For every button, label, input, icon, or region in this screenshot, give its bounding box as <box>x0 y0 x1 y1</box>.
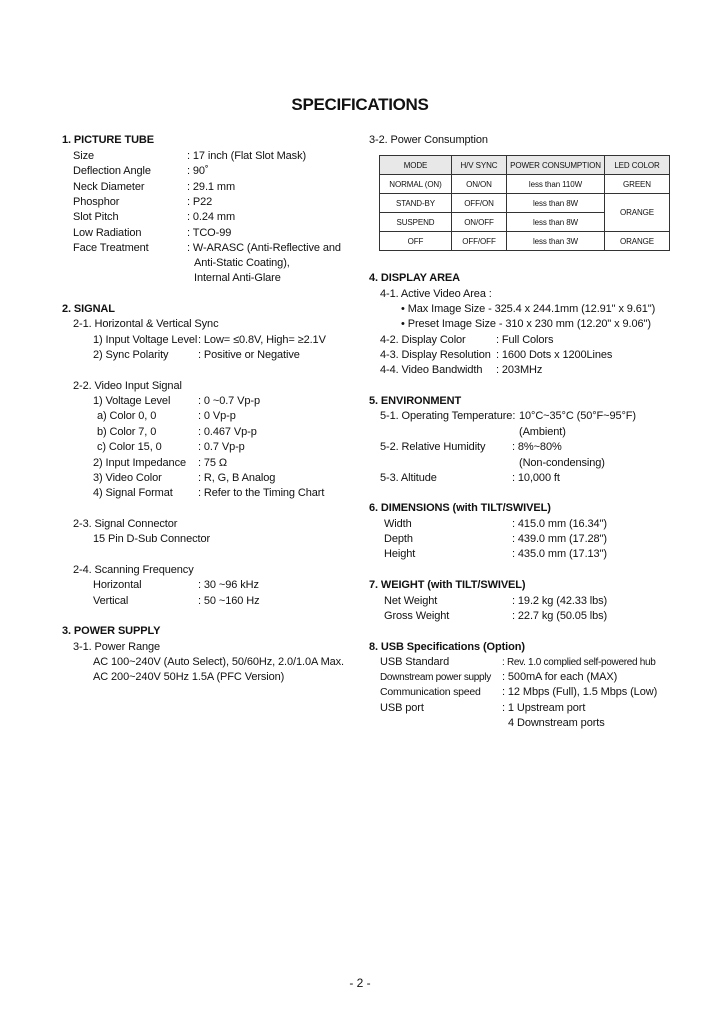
signal-heading: 2. SIGNAL <box>62 303 115 315</box>
table-row <box>380 175 670 194</box>
sync-cell: OFF/OFF <box>452 232 507 251</box>
spec-value: : 90˚ <box>187 165 209 177</box>
spec-value-cont: Anti-Static Coating), <box>194 257 290 269</box>
spec-value: : Rev. 1.0 complied self-powered hub <box>502 657 656 668</box>
sync-subheading: 2-1. Horizontal & Vertical Sync <box>73 318 219 330</box>
picture-tube-heading: 1. PICTURE TUBE <box>62 134 155 146</box>
active-area-label: 4-1. Active Video Area : <box>380 288 492 300</box>
spec-label: Neck Diameter <box>73 181 145 193</box>
video-subheading: 2-2. Video Input Signal <box>73 380 182 392</box>
spec-label: 4-3. Display Resolution <box>380 349 491 361</box>
spec-label: a) Color 0, 0 <box>97 410 157 422</box>
column-header: H/V SYNC <box>452 156 507 175</box>
table-header-row <box>380 156 670 175</box>
column-header: MODE <box>380 156 452 175</box>
spec-value: : 203MHz <box>496 364 543 376</box>
spec-label: Width <box>384 518 412 530</box>
spec-label: USB Standard <box>380 656 450 668</box>
spec-value: : P22 <box>187 196 213 208</box>
spec-label: 5-1. Operating Temperature: <box>380 410 516 422</box>
spec-label: Deflection Angle <box>73 165 151 177</box>
power-range-subheading: 3-1. Power Range <box>73 641 161 653</box>
table-row <box>380 232 670 251</box>
spec-label: Downstream power supply <box>380 672 491 683</box>
led-cell: GREEN <box>605 175 670 194</box>
spec-value: : R, G, B Analog <box>198 472 276 484</box>
spec-value: : 0.467 Vp-p <box>198 426 257 438</box>
spec-value: : W-ARASC (Anti-Reflective and <box>187 242 341 254</box>
spec-label: 4) Signal Format <box>93 487 173 499</box>
sync-cell: ON/ON <box>452 175 507 194</box>
table-row <box>380 194 670 213</box>
spec-label: 5-3. Altitude <box>380 472 437 484</box>
spec-label: Phosphor <box>73 196 120 208</box>
power-consumption-heading: 3-2. Power Consumption <box>369 134 488 146</box>
mode-cell: SUSPEND <box>380 213 452 232</box>
spec-value: : Refer to the Timing Chart <box>198 487 325 499</box>
spec-label: Horizontal <box>93 579 142 591</box>
spec-label: Low Radiation <box>73 227 142 239</box>
spec-value: : 8%~80% <box>512 441 562 453</box>
spec-label: Size <box>73 150 94 162</box>
scan-subheading: 2-4. Scanning Frequency <box>73 564 194 576</box>
page-number: - 2 - <box>349 976 371 990</box>
spec-value: : 50 ~160 Hz <box>198 595 260 607</box>
spec-value: : 0.24 mm <box>187 211 236 223</box>
spec-value: : 439.0 mm (17.28") <box>512 533 607 545</box>
spec-value: : 75 Ω <box>198 457 228 469</box>
mode-cell: NORMAL (ON) <box>380 175 452 194</box>
power-cell: less than 3W <box>507 232 605 251</box>
spec-label: 1) Voltage Level <box>93 395 171 407</box>
page-title: SPECIFICATIONS <box>291 95 429 114</box>
spec-value: : 415.0 mm (16.34") <box>512 518 607 530</box>
spec-value: : 30 ~96 kHz <box>198 579 259 591</box>
spec-value: : 0.7 Vp-p <box>198 441 245 453</box>
max-image-size: • Max Image Size - 325.4 x 244.1mm (12.91" x 9.61") <box>401 303 656 315</box>
power-range-line: AC 100~240V (Auto Select), 50/60Hz, 2.0/1.0A Max. <box>93 656 345 668</box>
usb-heading: 8. USB Specifications (Option) <box>369 641 525 653</box>
spec-value: : 17 inch (Flat Slot Mask) <box>187 150 307 162</box>
spec-label: b) Color 7, 0 <box>97 426 157 438</box>
spec-value: : 0 Vp-p <box>198 410 236 422</box>
power-range-line: AC 200~240V 50Hz 1.5A (PFC Version) <box>93 671 285 683</box>
spec-value: : 435.0 mm (17.13") <box>512 548 607 560</box>
spec-value: : 29.1 mm <box>187 181 236 193</box>
spec-label: 3) Video Color <box>93 472 162 484</box>
spec-value-cont: 4 Downstream ports <box>508 717 605 729</box>
sync-cell: OFF/ON <box>452 194 507 213</box>
spec-label: USB port <box>380 702 424 714</box>
spec-value: : 10,000 ft <box>512 472 560 484</box>
led-cell: ORANGE <box>605 232 670 251</box>
mode-cell: STAND-BY <box>380 194 452 213</box>
power-consumption-table <box>379 155 670 251</box>
spec-label: 5-2. Relative Humidity <box>380 441 486 453</box>
spec-note: (Ambient) <box>519 426 566 438</box>
power-cell: less than 110W <box>507 175 605 194</box>
spec-label: Height <box>384 548 416 560</box>
preset-image-size: • Preset Image Size - 310 x 230 mm (12.20" x 9.06") <box>401 318 651 330</box>
spec-label: 2) Input Impedance <box>93 457 186 469</box>
spec-label: Depth <box>384 533 413 545</box>
mode-cell: OFF <box>380 232 452 251</box>
spec-label: Vertical <box>93 595 129 607</box>
spec-label: 2) Sync Polarity <box>93 349 169 361</box>
spec-label: Net Weight <box>384 595 438 607</box>
display-area-heading: 4. DISPLAY AREA <box>369 272 461 284</box>
power-cell: less than 8W <box>507 194 605 213</box>
environment-heading: 5. ENVIRONMENT <box>369 395 462 407</box>
spec-value: : 22.7 kg (50.05 lbs) <box>512 610 608 622</box>
column-header: LED COLOR <box>605 156 670 175</box>
sync-cell: ON/OFF <box>452 213 507 232</box>
spec-value: : Full Colors <box>496 334 554 346</box>
spec-label: Face Treatment <box>73 242 149 254</box>
spec-value: : 500mA for each (MAX) <box>502 671 618 683</box>
spec-label: Communication speed <box>380 686 481 698</box>
power-supply-heading: 3. POWER SUPPLY <box>62 625 161 637</box>
spec-value: : 0 ~0.7 Vp-p <box>198 395 260 407</box>
spec-value: : 12 Mbps (Full), 1.5 Mbps (Low) <box>502 686 658 698</box>
power-cell: less than 8W <box>507 213 605 232</box>
spec-value: : TCO-99 <box>187 227 232 239</box>
spec-label: c) Color 15, 0 <box>97 441 162 453</box>
spec-label: 1) Input Voltage Level <box>93 334 198 346</box>
spec-label: Slot Pitch <box>73 211 119 223</box>
weight-heading: 7. WEIGHT (with TILT/SWIVEL) <box>369 579 526 591</box>
spec-value: : 1 Upstream port <box>502 702 586 714</box>
connector-subheading: 2-3. Signal Connector <box>73 518 178 530</box>
spec-value: : Positive or Negative <box>198 349 300 361</box>
spec-value: 15 Pin D-Sub Connector <box>93 533 211 545</box>
spec-label: Gross Weight <box>384 610 450 622</box>
spec-label: 4-2. Display Color <box>380 334 466 346</box>
spec-value-cont: Internal Anti-Glare <box>194 272 281 284</box>
spec-value: : 19.2 kg (42.33 lbs) <box>512 595 608 607</box>
led-cell: ORANGE <box>605 194 670 232</box>
column-header: POWER CONSUMPTION <box>507 156 605 175</box>
dimensions-heading: 6. DIMENSIONS (with TILT/SWIVEL) <box>369 502 551 514</box>
spec-value: : 1600 Dots x 1200Lines <box>496 349 613 361</box>
spec-value: : Low= ≤0.8V, High= ≥2.1V <box>198 334 326 346</box>
spec-label: 4-4. Video Bandwidth <box>380 364 483 376</box>
spec-value: 10°C~35°C (50°F~95°F) <box>519 410 636 422</box>
spec-note: (Non-condensing) <box>519 457 605 469</box>
